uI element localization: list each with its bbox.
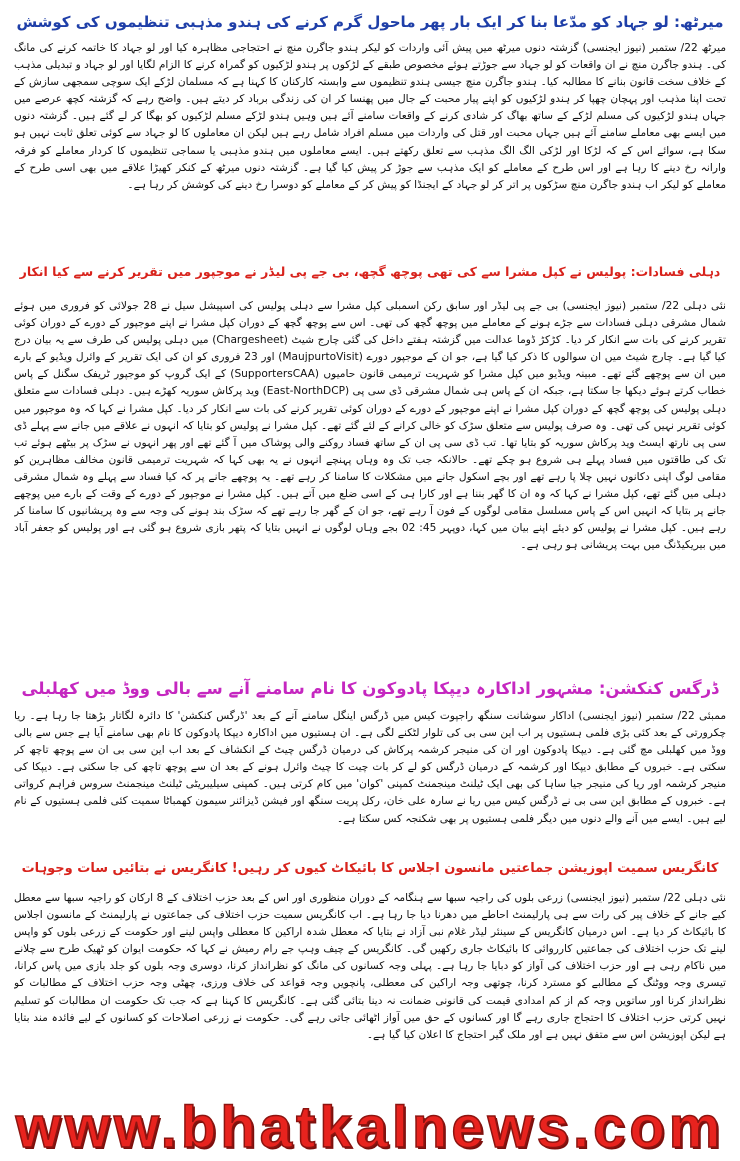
site-footer [0,1095,740,1159]
article-4-text: نئی دہلی 22/ ستمبر (نیوز ایجنسی) زرعی بلوں کی راجیہ سبھا سے ہنگامہ کے دوران منظوری اور اس کے بعد حزب اختلاف کے 8 ارکان کو راجیہ سبھا سے معطل کیے جانے کے خلاف پیر کی رات سے ہی پارلیمنٹ احاطے میں دھرنا دیا جا رہا ہے۔ اب کانگریس سمیت حزب اختلاف کی جماعتوں نے پارلیمنٹ کے مانسون اجلاس کا بائیکاٹ کر دیا ہے۔ اس درمیان کانگریس کے سینئر لیڈر غلام نبی آزاد نے بتایا کہ معطل شدہ اراکین کا معطلی واپس لینے اور حکومت کے زرعی بلوں کو واپس لینے تک حزب اختلاف کی جماعتیں کارروائی کا بائیکاٹ جاری رکھیں گی۔ کانگریس کے چیف وہپ جے رام رمیش نے کہا کہ حکومت ایوان کو ٹھیک طرح سے چلانے میں ناکام رہی ہے اور حزب اختلاف کی آواز کو دبایا جا رہا ہے۔ پہلی وجہ کسانوں کی مانگ کو نظرانداز کرنا، دوسری وجہ بلوں کو جلد بازی میں پاس کرانا، تیسری وجہ ووٹنگ کے مطالبے کو مسترد کرنا، چوتھی وجہ اراکین کی معطلی، پانچویں وجہ قواعد کی خلاف ورزی، چھٹی وجہ حزب اختلاف کے مطالبات کو نظرانداز کرنا اور ساتویں وجہ کم از کم امدادی قیمت کی قانونی ضمانت نہ دینا بتائی گئی ہے۔ کانگریس کا کہنا ہے کہ جب تک حکومت ان مطالبات کو تسلیم نہیں کرتی حزب اختلاف کا احتجاج جاری رہے گا اور کسانوں کے حق میں آواز اٹھائی جاتی رہے گی۔ حکومت نے زرعی اصلاحات کو کسانوں کے لیے فائدہ مند بتایا ہے لیکن اپوزیشن اس سے متفق نہیں ہے اور ملک گیر احتجاج کا اعلان کیا گیا ہے۔ [14,892,726,1041]
article-1-text: میرٹھ 22/ ستمبر (نیوز ایجنسی) گزشتہ دنوں میرٹھ میں پیش آئی واردات کو لیکر ہندو جاگرن منچ نے احتجاجی مظاہرہ کیا اور لو جہاد کا خاتمہ کرنے کی مانگ کی۔ ہندو جاگرن منچ نے ان واقعات کو لو جہاد سے جوڑتے ہوئے مخصوص طبقے کے لڑکوں پر ہندو لڑکیوں کو گمراہ کرنے کا الزام لگایا اور لو جہاد و تبدیلی مذہب کے خلاف سخت قانون بنانے کا مطالبہ کیا۔ ہندو جاگرن منچ جیسی ہندو تنظیموں سے وابستہ کارکنان کا کہنا ہے کہ مسلمان لڑکے ایک سوچی سمجھی سازش کے تحت اپنا مذہب اور پہچان چھپا کر ہندو لڑکیوں کو اپنے پیار محبت کے جال میں پھنسا کر ان کی زندگی برباد کر دیتے ہیں۔ واضح رہے کہ گزشتہ کچھ عرصے میں جہاں ہندو لڑکیوں کی مسلم لڑکے کے ساتھ بھاگ کر شادی کرنے کے واقعات سامنے آئے ہیں وہیں ہندو لڑکے مسلم لڑکیوں کو بھگا کر لے گئے ہیں۔ گزشتہ دنوں میں ایسے بھی معاملے سامنے آئے ہیں جہاں محبت اور قتل کی واردات میں مسلم افراد شامل رہے ہیں لیکن ان معاملوں کا لو جہاد سے کوئی تعلق ثابت نہیں ہو سکا ہے، سوائے اس کے کہ لڑکا اور لڑکی الگ الگ مذہب سے تعلق رکھتے ہیں۔ ایسے معاملوں میں ہندو مذہبی یا سماجی تنظیموں کا کردار معاملے کو فرقہ وارانہ رخ دینے کا رہا ہے اور اس طرح کے معاملے کو ایک مذہب سے جوڑ کر پیش کیا گیا ہے۔ گزشتہ دنوں میرٹھ کے کنکر کھیڑا علاقے میں بھی اسی طرح کے معاملے کو لیکر اب ہندو جاگرن منچ سڑکوں پر اتر کر لو جہاد کے ایجنڈا کو پیش کر کے معاملے کو دوسرا رخ دینے کی کوشش کر رہا ہے۔ [14,42,726,191]
article-3-text: ممبئی 22/ ستمبر (نیوز ایجنسی) اداکار سوشانت سنگھ راجپوت کیس میں ڈرگس اینگل سامنے آنے کے بعد 'ڈرگس کنکشن' کا دائرہ لگاتار بڑھتا جا رہا ہے۔ ریا چکرورتی کے بعد کئی بڑی فلمی ہستیوں پر اب این سی بی کی تلوار لٹکنے لگی ہے۔ ان ہستیوں میں اداکارہ دیپکا پادوکون کا نام بھی سامنے آیا ہے جس سے بالی ووڈ میں کھلبلی مچ گئی ہے۔ دیپکا پادوکون اور ان کی منیجر کرشمہ پرکاش کی درمیان ڈرگس چیٹ کے انکشاف کے بعد اب این سی بی ان سے پوچھ تاچھ کر سکتی ہے۔ خبروں کے مطابق دیپکا اور کرشمہ کے درمیان ڈرگس کو لے کر بات چیت کا چیٹ وائرل ہونے کے بعد ان سے پوچھ تاچھ کی جا سکتی ہے۔ دیپکا کی منیجر کرشمہ اور ریا کی منیجر جیا ساہا کی بھی ایک ٹیلنٹ مینجمنٹ کمپنی 'کوان' میں کام کرتی ہیں۔ کمپنی سیلیبریٹی ٹیلنٹ مینجمنٹ سروس فراہم کرواتی ہے۔ خبروں کے مطابق این سی بی نے ڈرگس کیس میں ریا نے سارہ علی خان، رکل پریت سنگھ اور فیشن ڈیزائنر سیمون کھمباٹا سمیت کئی فلمی ہستیوں کے نام لیے ہیں۔ ایسے میں آنے والے دنوں میں دیگر فلمی ہستیوں پر بھی شکنجہ کس سکتا ہے۔ [14,710,726,825]
article-4-headline: کانگریس سمیت اپوزیشن جماعتیں مانسون اجلاس کا بائیکاٹ کیوں کر رہیں! کانگریس نے بتائیں سات وجوہات [21,861,719,876]
article-2-text: نئی دہلی 22/ ستمبر (نیوز ایجنسی) بی جے پی لیڈر اور سابق رکن اسمبلی کپل مشرا سے دہلی پولیس کی اسپیشل سیل نے 28 جولائی کو فروری میں ہوئے شمال مشرقی دہلی فسادات سے جڑے ہونے کے معاملے میں پوچھ گچھ کی تھی۔ اس سے پوچھ گچھ کے دوران کپل مشرا نے اپنے موجپور کے دورے کے دوران کوئی تقریر کرنے کی بات سے انکار کر دیا۔ کڑکڑ ڈوما عدالت میں گزشتہ ہفتے داخل کی گئی چارج شیٹ (Chargesheet) میں دہلی پولیس کی طرف سے یہ بیان درج کیا گیا ہے۔ چارج شیٹ میں ان سوالوں کا ذکر کیا گیا ہے، جو ان کے موجپور دورے (MaujpurtoVisit) اور 23 فروری کو ان کی ایک تقریر کے وائرل ویڈیو کے بارے میں ان سے پوچھے گئے تھے۔ مبینہ ویڈیو میں کپل مشرا کو شہریت ترمیمی قانون حامیوں (SupportersCAA) کے ایک گروپ کو موجپور ٹریفک سگنل کے پاس خطاب کرتے ہوئے دیکھا جا سکتا ہے، جبکہ ان کے پاس ہی شمال مشرقی ڈی سی پی (East-NorthDCP) وید پرکاش سوریہ کھڑے ہیں۔ دہلی فسادات سے متعلق دہلی پولیس کی پوچھ گچھ کے دوران کپل مشرا نے اپنے موجپور کے دورے کے دوران کوئی تقریر کرنے کی بات سے انکار کر دیا۔ کپل مشرا نے کہا کہ وہ موجپور میں کوئی تقریر نہیں کی تھی۔ وہ صرف پولیس سے متعلق سڑک کو خالی کرانے کے لئے گئے تھے۔ کپل مشرا نے پولیس کو بتایا کہ انہوں نے علاقے میں جانے سے پہلے ڈی سی پی نارتھ ایسٹ وید پرکاش سوریہ کو بتایا تھا۔ تب ڈی سی پی ان کے ساتھ فساد روکنے والی پوشاک میں آ گئے تھے اور پھر انہوں نے سڑک پر بیٹھے ہوئے تب تک کی طاقتوں میں فساد پہلے ہی شروع ہو چکے تھے۔ حالانکہ جب تک وہ وہاں پہنچے انہوں نے یہ بھی کہا کہ شہریت ترمیمی قانون مخالف مظاہرین کو مقامی لوگ اپنی دکانوں نہیں چلا پا رہے تھے اور بچے اسکول جانے میں مشکلات کا سامنا کر رہے تھے۔ یہ پوچھے جانے پر کہ کیا فساد سے پہلے وہ شمال مشرقی دہلی میں گئے تھے، کپل مشرا نے کہا کہ وہ ان کا گھر بننا ہے اور کارا ہی کے اسی ضلع میں آتے ہیں۔ کپل مشرا نے موجپور کے دورے کے وقت کے بارے میں پوچھے جانے پر بتایا کہ انہیں اس کے پاس مسلسل مقامی لوگوں کے فون آ رہے تھے، جو ان کے گھر جا رہے تھے کہ سڑک بند ہونے کی وجہ سے وہ پریشانیوں کا سامنا کر رہے ہیں۔ کپل مشرا نے پولیس کو دیئے اپنے بیان میں کہا، دوپہر 45: 02 بجے وہاں لوگوں نے انہیں بتایا کہ پتھر بازی شروع ہو گئی ہے اور پولیس کو جعفر آباد میں بیریکیڈنگ میں بہت پریشانی ہو رہی ہے۔ [14,300,726,552]
article-2-body [14,298,726,666]
article-3-headline: ڈرگس کنکشن: مشہور اداکارہ دیپکا پادوکون کا نام سامنے آنے سے بالی ووڈ میں کھلبلی [21,679,719,698]
site-url[interactable]: www.bhatkalnews.com [15,1094,725,1160]
newspaper-page [0,4,740,1159]
article-3-body [14,708,726,844]
article-1-headline: میرٹھ: لو جہاد کو مدّعا بنا کر ایک بار پھر ماحول گرم کرنے کی ہندو مذہبی تنظیموں کی کوشش [16,13,724,31]
article-2-headline: دہلی فسادات: پولیس نے کپل مشرا سے کی تھی پوچھ گچھ، بی جے پی لیڈر نے موجپور میں تقریر کرنے سے کیا انکار [19,264,721,279]
article-1-body [14,40,726,246]
article-4-body [14,890,726,1112]
